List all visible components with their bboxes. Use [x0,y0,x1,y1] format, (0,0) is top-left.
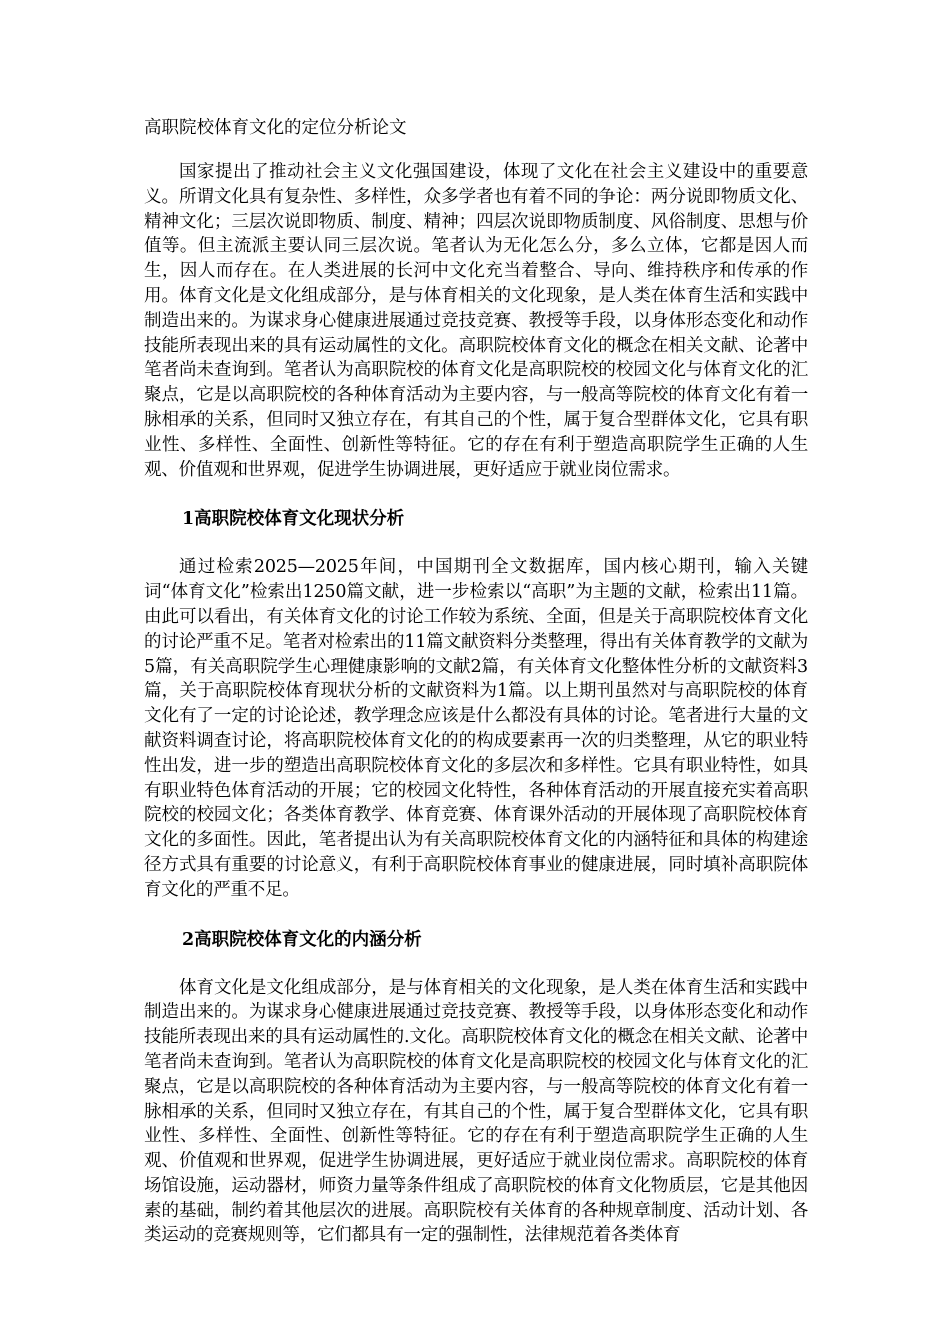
section-2-heading: 2高职院校体育文化的内涵分析 [182,929,422,950]
section-1-heading: 1高职院校体育文化现状分析 [182,509,405,530]
intro-paragraph: 国家提出了推动社会主义文化强国建设，体现了文化在社会主义建设中的重要意义。所谓文化具有复杂性、多样性，众多学者也有着不同的争论：两分说即物质文化、精神文化；三层次说即物质、制度、精神；四层次说即物质制度、风俗制度、思想与价值等。但主流派主要认同三层次说。笔者认为无化怎么分，多么立体，它都是因人而生，因人而存在。在人类进展的长河中文化充当着整合、导向、维持秩序和传承的作用。体育文化是文化组成部分，是与体育相关的文化现象，是人类在体育生活和实践中制造出来的。为谋求身心健康进展通过竞技竞赛、教授等手段，以身体形态变化和动作技能所表现出来的具有运动属性的文化。高职院校体育文化的概念在相关文献、论著中笔者尚未查询到。笔者认为高职院校的体育文化是高职院校的校园文化与体育文化的汇聚点，它是以高职院校的各种体育活动为主要内容，与一般高等院校的体育文化有着一脉相承的关系，但同时又独立存在，有其自己的个性，属于复合型群体文化，它具有职业性、多样性、全面性、创新性等特征。它的存在有利于塑造高职院学生正确的人生观、价值观和世界观，促进学生协调进展，更好适应于就业岗位需求。 [144,162,808,480]
document-title: 高职院校体育文化的定位分析论文 [144,118,407,138]
document-body [144,116,808,1248]
section-1-paragraph: 通过检索2025—2025年间，中国期刊全文数据库，国内核心期刊，输入关键词“体育文化”检索出1250篇文献，进一步检索以“高职”为主题的文献，检索出11篇。由此可以看出，有关体育文化的讨论工作较为系统、全面，但是关于高职院校体育文化的讨论严重不足。笔者对检索出的11篇文献资料分类整理，得出有关体育教学的文献为5篇，有关高职院学生心理健康影响的文献2篇，有关体育文化整体性分析的文献资料3篇，关于高职院校体育现状分析的文献资料为1篇。以上期刊虽然对与高职院校的体育文化有了一定的讨论论述，教学理念应该是什么都没有具体的讨论。笔者进行大量的文献资料调查讨论，将高职院校体育文化的的构成要素再一次的归类整理，从它的职业特性出发，进一步的塑造出高职院校体育文化的多层次和多样性。它具有职业特性，如具有职业特色体育活动的开展；它的校园文化特性，各种体育活动的开展直接充实着高职院校的校园文化；各类体育教学、体育竞赛、体育课外活动的开展体现了高职院校体育文化的多面性。因此，笔者提出认为有关高职院校体育文化的内涵特征和具体的构建途径方式具有重要的讨论意义，有利于高职院校体育事业的健康进展，同时填补高职院体育文化的严重不足。 [144,557,808,900]
section-2-paragraph: 体育文化是文化组成部分，是与体育相关的文化现象，是人类在体育生活和实践中制造出来的。为谋求身心健康进展通过竞技竞赛、教授等手段，以身体形态变化和动作技能所表现出来的具有运动属性的.文化。高职院校体育文化的概念在相关文献、论著中笔者尚未查询到。笔者认为高职院校的体育文化是高职院校的校园文化与体育文化的汇聚点，它是以高职院校的各种体育活动为主要内容，与一般高等院校的体育文化有着一脉相承的关系，但同时又独立存在，有其自己的个性，属于复合型群体文化，它具有职业性、多样性、全面性、创新性等特征。它的存在有利于塑造高职院学生正确的人生观、价值观和世界观，促进学生协调进展，更好适应于就业岗位需求。高职院校的体育场馆设施，运动器材，师资力量等条件组成了高职院校的体育文化物质层，它是其他因素的基础，制约着其他层次的进展。高职院校有关体育的各种规章制度、活动计划、各类运动的竞赛规则等，它们都具有一定的强制性，法律规范着各类体育 [144,977,808,1246]
